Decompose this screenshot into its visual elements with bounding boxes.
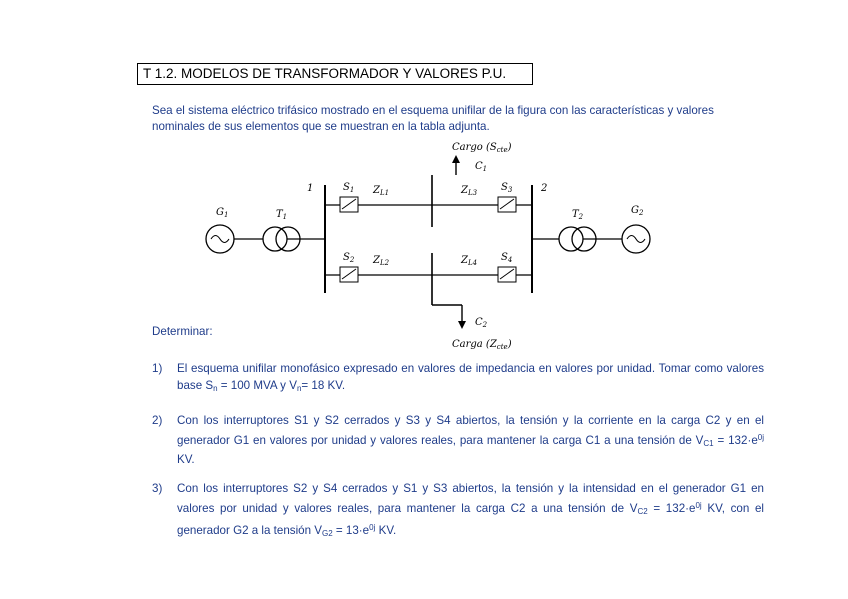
single-line-diagram bbox=[190, 135, 660, 355]
load-c1-arrow-head bbox=[452, 155, 460, 163]
generator-g2-label: $G_2$ bbox=[631, 205, 644, 217]
intro-paragraph bbox=[152, 103, 762, 135]
line-zl1-label: $Z_{L1}$ bbox=[373, 185, 390, 197]
list-item-2 bbox=[152, 413, 764, 469]
line-zl4-label: $Z_{L4}$ bbox=[461, 255, 478, 267]
line-zl3-label: $Z_{L3}$ bbox=[461, 185, 478, 197]
transformer-t1-label: $T_1$ bbox=[276, 209, 288, 221]
load-c2-arrow-head bbox=[458, 321, 466, 329]
line-zl2-label: $Z_{L2}$ bbox=[373, 255, 390, 267]
list-item-text: Con los interruptores S2 y S4 cerrados y S1 y S3 abiertos, la tensión y la intensidad en el generador G1 en valores por unidad y valores reales, para mantener la carga C2 a una tensión de $V_{C2} = 132\cdot e^{0j}$ KV, con el generador G2 a la tensión $V_{G2} = 13\cdot e^{0j}$ KV. bbox=[177, 482, 764, 538]
list-item-1 bbox=[152, 361, 764, 397]
list-item-3 bbox=[152, 481, 764, 543]
switch-s2-label: $S_2$ bbox=[343, 252, 355, 264]
load-c2-label: $C_2$ bbox=[475, 317, 488, 329]
load-bottom-label: Carga $(Z_{cte})$ bbox=[452, 339, 512, 351]
page-title: T 1.2. MODELOS DE TRANSFORMADOR Y VALORES P.U. bbox=[137, 63, 533, 85]
bus-2-label: 2 bbox=[541, 183, 548, 194]
list-item-text: Con los interruptores S1 y S2 cerrados y S3 y S4 abiertos, la tensión y la corriente en la carga C2 y en el generador G1 en valores por unidad y valores reales, para mantener la carga C1 a una tensión de $V_{C1} = 132\cdot e^{0j}$ KV. bbox=[177, 414, 764, 466]
switch-s4-label: $S_4$ bbox=[501, 252, 513, 264]
intro-line-2: nominales de sus elementos que se muestran en la tabla adjunta. bbox=[152, 120, 490, 133]
load-c1-label: $C_1$ bbox=[475, 161, 488, 173]
intro-line-1: Sea el sistema eléctrico trifásico mostrado en el esquema unifilar de la figura con las características y valores bbox=[152, 104, 714, 117]
transformer-t2-coil-a bbox=[559, 227, 583, 251]
determinar-heading: Determinar: bbox=[152, 325, 213, 338]
transformer-t2-label: $T_2$ bbox=[572, 209, 584, 221]
generator-g1-label: $G_1$ bbox=[216, 207, 229, 219]
list-item-number: 3) bbox=[152, 482, 163, 495]
bus-1-label: 1 bbox=[307, 183, 314, 194]
switch-s3-label: $S_3$ bbox=[501, 182, 513, 194]
list-item-number: 2) bbox=[152, 414, 163, 427]
load-top-label: Cargo $(S_{cte})$ bbox=[452, 142, 512, 154]
switch-s1-label: $S_1$ bbox=[343, 182, 355, 194]
list-item-text: El esquema unifilar monofásico expresado en valores de impedancia en valores por unidad. Tomar como valores base $S_n = 100$ MVA y $V_n= 18$ KV. bbox=[177, 362, 764, 393]
list-item-number: 1) bbox=[152, 362, 163, 375]
transformer-t1-coil-a bbox=[263, 227, 287, 251]
